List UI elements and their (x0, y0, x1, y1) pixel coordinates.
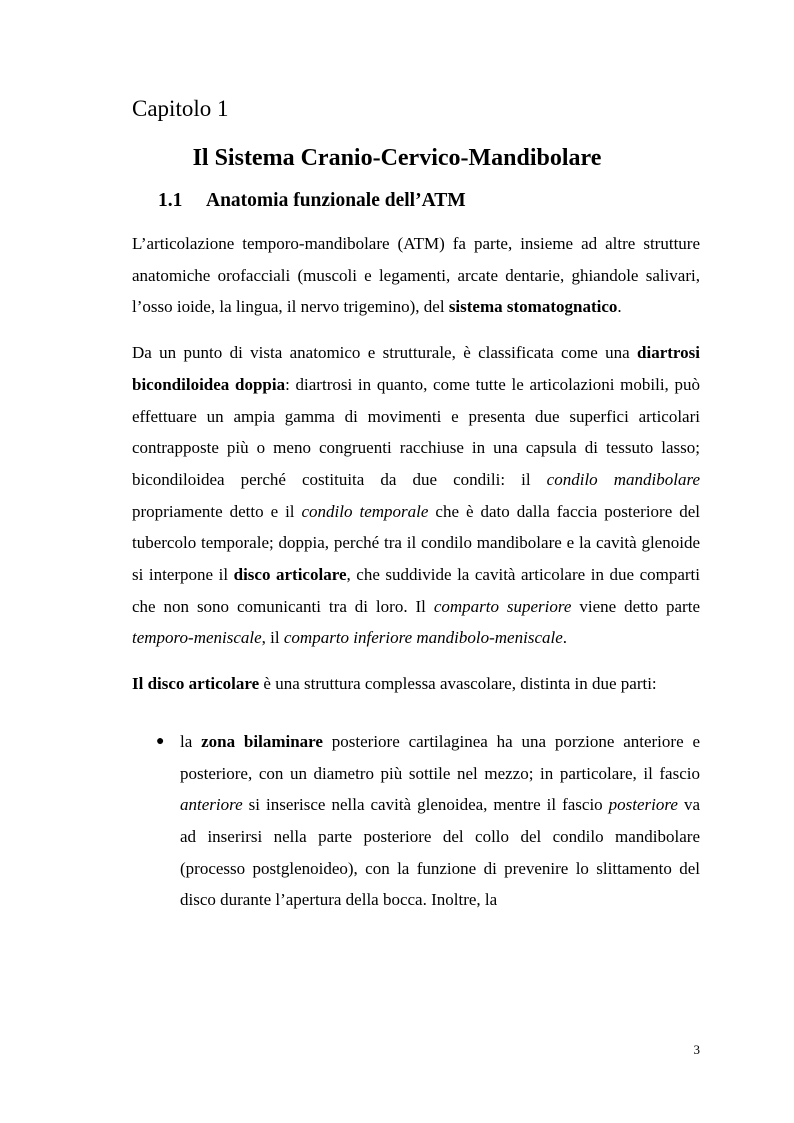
italic-term: condilo temporale (301, 501, 429, 521)
text-span: si inserisce nella cavità glenoidea, mentre il fascio (242, 795, 609, 815)
text-span: posteriore cartilaginea ha una porzione anteriore e posteriore, con un diametro più sottile nel mezzo; in particolare, il fascio (180, 731, 700, 783)
page-number: 3 (693, 1042, 700, 1057)
text-span: Da un punto di vista anatomico e strutturale, è classificata come una (132, 343, 638, 363)
italic-term: condilo mandibolare (546, 469, 700, 489)
section-number: 1.1 (158, 190, 183, 211)
text-span: . (562, 628, 568, 648)
bullet-icon: ● (156, 733, 165, 749)
italic-term: posteriore (608, 795, 678, 815)
chapter-label: Capitolo 1 (132, 96, 229, 121)
text-span: , che suddivide la cavità articolare in due comparti che non sono comunicanti tra di loro. Il (132, 565, 701, 616)
paragraph-disc (132, 668, 700, 700)
italic-term: anteriore (180, 795, 243, 815)
text-span: propriamente detto e il (132, 501, 302, 521)
text-span: , il (261, 628, 284, 648)
paragraph-classification (132, 337, 700, 654)
paragraph-intro (132, 228, 700, 323)
bold-term: diartrosi bicondiloidea doppia (132, 343, 700, 394)
text-span: : diartrosi in quanto, come tutte le articolazioni mobili, può effettuare un ampia gamma di movimenti e presenta due superfici articolari contrapposte più o meno congruenti racchiuse in una capsula di tessuto lasso; bicondiloidea perché costituita da due condili: il (132, 374, 700, 489)
bold-term: disco articolare (233, 565, 347, 585)
list-item (132, 726, 700, 916)
text-span: che è dato dalla faccia posteriore del tubercolo temporale; doppia, perché tra il condilo mandibolare e la cavità glenoide si interpone il (132, 501, 700, 585)
bold-term: Il disco articolare (132, 674, 260, 694)
italic-term: temporo-meniscale (132, 628, 262, 648)
text-span: la (180, 731, 202, 751)
text-span: è una struttura complessa avascolare, distinta in due parti: (259, 674, 657, 694)
body-text (132, 228, 700, 916)
text-span: viene detto parte (571, 596, 700, 616)
text-span: va ad inserirsi nella parte posteriore del collo del condilo mandibolare (processo postglenoideo), con la funzione di prevenire lo slittamento del disco durante l’apertura della bocca. Inoltre, la (180, 795, 700, 910)
section-title: Anatomia funzionale dell’ATM (206, 190, 466, 211)
bullet-list (132, 726, 700, 916)
italic-term: comparto superiore (433, 596, 572, 616)
text-span: . (617, 297, 622, 317)
chapter-title: Il Sistema Cranio-Cervico-Mandibolare (192, 145, 602, 171)
text-span: L’articolazione temporo-mandibolare (ATM) fa parte, insieme ad altre strutture anatomiche orofacciali (muscoli e legamenti, arcate dentarie, ghiandole salivari, l’osso ioide, la lingua, il nervo trigemino), del (132, 234, 700, 317)
bold-term: zona bilaminare (201, 731, 323, 751)
bold-term: sistema stomatognatico (448, 297, 618, 317)
italic-term: comparto inferiore mandibolo-meniscale (283, 628, 563, 648)
section-heading (158, 188, 466, 214)
